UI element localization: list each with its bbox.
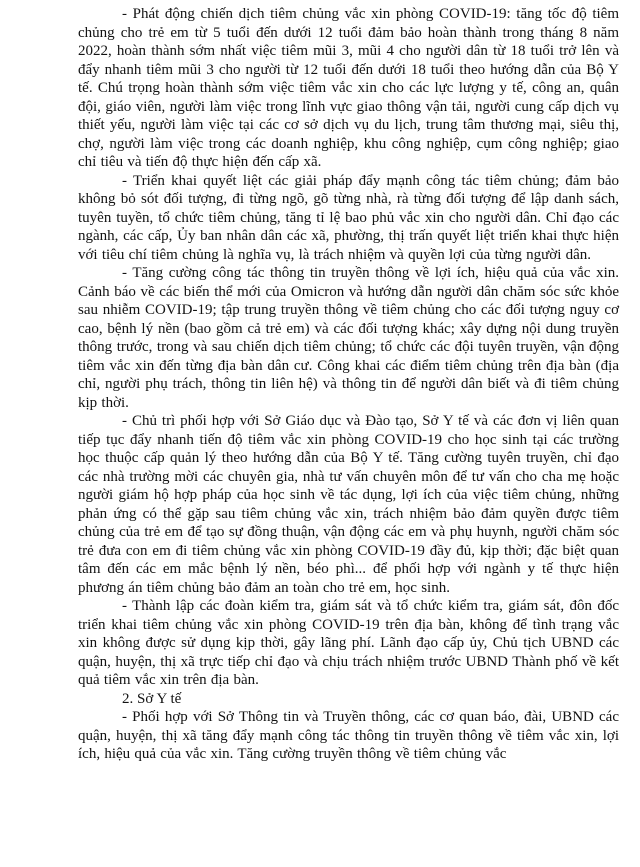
paragraph-communication: - Tăng cường công tác thông tin truyền thông về lợi ích, hiệu quả của vắc xin. Cảnh báo về các biến thể mới của Omicron và hướng dẫn người dân chăm sóc sức khỏe sau nhiễm COVID-19; tập trung truyền thông về tiêm chủng cho các đối tượng nguy cơ cao, bệnh lý nền (bao gồm cả trẻ em) và các đối tượng khác; xây dựng nội dung truyền thông trước, trong và sau chiến dịch tiêm chủng; tổ chức các đội tuyên truyền, vận động tiêm vắc xin đến từng địa bàn dân cư. Công khai các điểm tiêm chủng trên địa bàn (địa chỉ, người phụ trách, thông tin liên hệ) và thông tin để người dân biết và đi tiêm chủng kịp thời. <box>78 265 619 411</box>
section-heading-so-y-te: 2. Sở Y tế <box>122 690 182 707</box>
paragraph-vaccination-campaign: - Phát động chiến dịch tiêm chủng vắc xin phòng COVID-19: tăng tốc độ tiêm chủng cho trẻ em từ 5 tuổi đến dưới 12 tuổi đảm bảo hoàn thành trong tháng 8 năm 2022, hoàn thành sớm nhất việc tiêm mũi 3, mũi 4 cho người dân từ 18 tuổi trở lên và đẩy nhanh tiêm mũi 3 cho người từ 12 tuổi đến dưới 18 tuổi theo hướng dẫn của Bộ Y tế. Chú trọng hoàn thành sớm việc tiêm vắc xin cho các lực lượng y tế, công an, quân đội, giáo viên, người làm việc trong lĩnh vực giao thông vận tải, người cung cấp dịch vụ thiết yếu, người làm việc tại các cơ sở dịch vụ du lịch, trung tâm thương mại, siêu thị, chợ, người làm việc trong các doanh nghiệp, khu công nghiệp, cụm công nghiệp; giao chỉ tiêu và tiến độ thực hiện đến cấp xã. <box>78 6 619 170</box>
paragraph-school-coordination: - Chủ trì phối hợp với Sở Giáo dục và Đào tạo, Sở Y tế và các đơn vị liên quan tiếp tục đẩy nhanh tiến độ tiêm vắc xin phòng COVID-19 cho học sinh tại các trường học thuộc cấp quản lý theo hướng dẫn của Bộ Y tế. Tăng cường tuyên truyền, chỉ đạo các nhà trường mời các chuyên gia, nhà tư vấn chuyên môn để tư vấn cho cha mẹ hoặc người giám hộ hợp pháp của học sinh về tác dụng, lợi ích của việc tiêm chủng, những phản ứng có thể gặp sau tiêm chủng vắc xin, trách nhiệm bảo đảm quyền được tiêm chủng của trẻ em để tạo sự đồng thuận, vận động các em và phụ huynh, người chăm sóc trẻ đưa con em đi tiêm chủng vắc xin phòng COVID-19 đầy đủ, kịp thời; đặc biệt quan tâm đến các em mắc bệnh lý nền, béo phì... để phối hợp với ngành y tế thực hiện phương án tiêm chủng bảo đảm an toàn cho trẻ em, học sinh. <box>78 413 619 596</box>
paragraph-deployment-measures: - Triển khai quyết liệt các giải pháp đẩy mạnh công tác tiêm chủng; đảm bảo không bỏ sót đối tượng, đi từng ngõ, gõ từng nhà, rà từng đối tượng để lập danh sách, tuyên tuyền, tổ chức tiêm chủng, tăng tỉ lệ bao phủ vắc xin cho người dân. Chỉ đạo các ngành, các cấp, Ủy ban nhân dân các xã, phường, thị trấn quyết liệt triển khai thực hiện với tiêu chí tiêm chủng là nghĩa vụ, là trách nhiệm và quyền lợi của từng người dân. <box>78 172 619 263</box>
paragraph-health-dept-coordination: - Phối hợp với Sở Thông tin và Truyền thông, các cơ quan báo, đài, UBND các quận, huyện, thị xã tăng đẩy mạnh công tác thông tin truyền thông về tiêm vắc xin, lợi ích, hiệu quả của vắc xin. Tăng cường truyền thông về tiêm chủng vắc <box>78 709 619 762</box>
paragraph-inspection-teams: - Thành lập các đoàn kiểm tra, giám sát và tổ chức kiểm tra, giám sát, đôn đốc triển khai tiêm chủng vắc xin phòng COVID-19 trên địa bàn, không để tình trạng vắc xin không được sử dụng kịp thời, gây lãng phí. Lãnh đạo cấp ủy, Chủ tịch UBND các quận, huyện, thị xã trực tiếp chỉ đạo và chịu trách nhiệm trước UBND Thành phố về kết quả tiêm vắc xin trên địa bàn. <box>78 598 619 688</box>
